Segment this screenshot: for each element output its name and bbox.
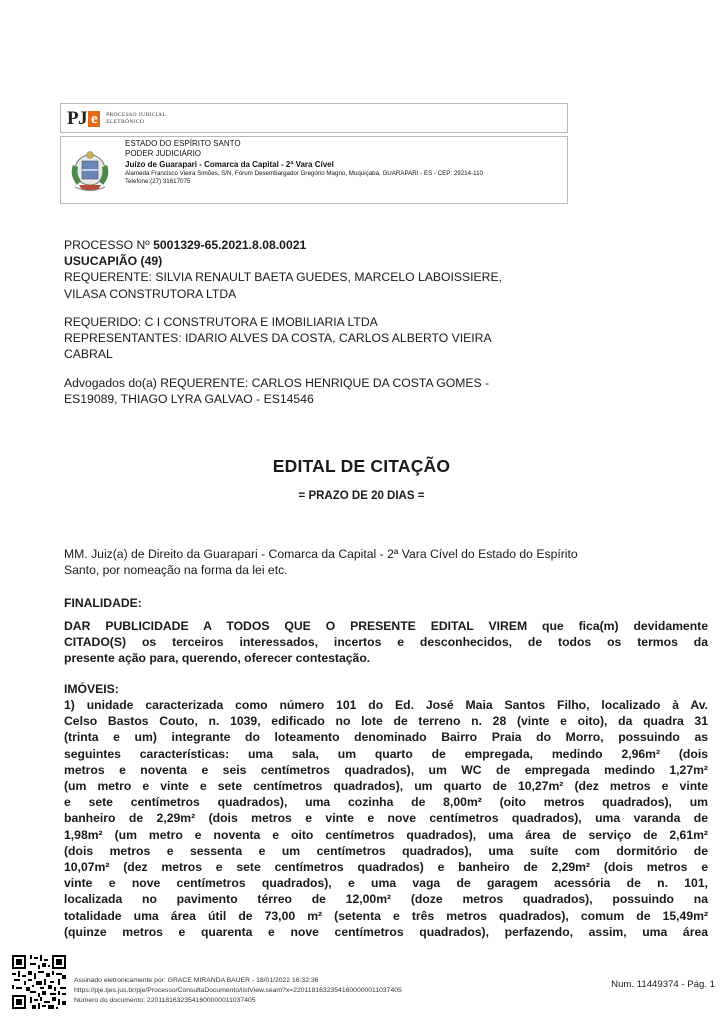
imoveis-line: (dois metros e sessenta e um centímetros quadrados), uma suíte com dormitório de — [64, 843, 708, 858]
finalidade-label: FINALIDADE: — [64, 596, 142, 610]
imoveis-label: IMÓVEIS: — [64, 682, 119, 696]
imoveis-line: totalidade uma área útil de 73,00 m² (setenta e três metros quadrados), comum de 15,49m² — [64, 908, 708, 923]
imoveis-line: Celso Bastos Couto, n. 1039, edificado no lote de terreno n. 28 (vinte e oito), da quadra 31 — [64, 714, 708, 729]
process-info — [64, 237, 502, 302]
signed-by: Assinado eletronicamente por: GRACE MIRANDA BAUER - 18/01/2022 16:32:36 — [74, 977, 319, 984]
edital-title: EDITAL DE CITAÇÃO — [272, 456, 451, 476]
edital-subtitle: = PRAZO DE 20 DIAS = — [298, 490, 425, 502]
imoveis-line: vinte e nove centímetros quadrados), e uma vaga de garagem acessória de n. 101, — [64, 876, 708, 891]
court-name: Juízo de Guarapari - Comarca da Capital - 2ª Vara Cível — [125, 159, 334, 169]
document-url[interactable]: https://pje.tjes.jus.br/pje/Processo/ConsultaDocumento/listView.seam?x=22011816323541600000011037405 — [74, 986, 402, 994]
coat-of-arms-icon — [67, 145, 113, 195]
finalidade-line: DAR PUBLICIDADE A TODOS QUE O PRESENTE EDITAL VIREM que fica(m) devidamente — [64, 619, 708, 633]
requerido-line: REQUERIDO: C I CONSTRUTORA E IMOBILIARIA LTDA — [64, 315, 378, 329]
court-info — [125, 139, 565, 187]
imoveis-line: banheiro de 2,29m² (dois metros e vinte e nove centímetros quadrados), uma varanda de — [64, 811, 708, 826]
imoveis-line: (trinta e um) integrante do loteamento denominado Bairro Praia do Morro, possuindo as — [64, 730, 708, 745]
representantes-line: REPRESENTANTES: IDARIO ALVES DA COSTA, CARLOS ALBERTO VIEIRA — [64, 331, 492, 346]
court-header-box — [60, 136, 568, 204]
finalidade-line: presente ação para, querendo, oferecer contestação. — [64, 651, 371, 666]
advogados-line: Advogados do(a) REQUERENTE: CARLOS HENRIQUE DA COSTA GOMES - — [64, 376, 490, 390]
pje-header-box — [60, 103, 568, 133]
finalidade-paragraph — [64, 618, 708, 667]
page-number: Num. 11449374 - Pág. 1 — [611, 979, 715, 990]
qr-code-icon — [12, 955, 66, 1009]
court-state: ESTADO DO ESPÍRITO SANTO — [125, 139, 241, 148]
court-phone: Telefone:(27) 31617075 — [125, 178, 191, 186]
process-number: PROCESSO Nº 5001329-65.2021.8.08.0021 — [64, 238, 307, 252]
intro-line: Santo, por nomeação na forma da lei etc. — [64, 563, 288, 578]
pje-logo-text: PROCESSO JUDICIAL ELETRÔNICO — [106, 112, 167, 125]
imoveis-line: (um metro e vinte e sete centímetros quadrados), um quarto de 10,27m² (dez metros e vinte — [64, 779, 708, 794]
imoveis-line: e sete centímetros quadrados), uma cozinha de 8,00m² (oito metros quadrados), um — [64, 795, 708, 810]
intro-line: MM. Juiz(a) de Direito da Guarapari - Comarca da Capital - 2ª Vara Cível do Estado do Espírito — [64, 547, 578, 561]
representantes-line: CABRAL — [64, 347, 113, 362]
imoveis-paragraph — [64, 697, 708, 940]
advogados-line: ES19089, THIAGO LYRA GALVAO - ES14546 — [64, 392, 314, 407]
process-class: USUCAPIÃO (49) — [64, 254, 163, 269]
court-address: Alameda Francisco Vieira Simões, S/N, Fórum Desembargador Gregório Magno, Muquiçaba, GUARAPARI - ES - CEP: 29214-110 — [125, 169, 483, 177]
imoveis-line: 1) unidade caracterizada como número 101 do Ed. José Maia Santos Filho, localizado à Av. — [64, 698, 708, 712]
finalidade-line: CITADO(S) os terceiros interessados, incertos e desconhecidos, de todos os termos da — [64, 635, 708, 650]
imoveis-line: 10,07m² (dez metros e sete centímetros quadrados) e banheiro de 2,29m² (dois metros e — [64, 860, 708, 875]
imoveis-line: seguintes características: uma sala, um quarto de empregada, medindo 2,96m² (dois — [64, 746, 708, 761]
imoveis-line: metros e noventa e seis centímetros quadrados), um WC de empregada medindo 1,27m² — [64, 762, 708, 777]
document-number: Número do documento: 22011816323541600000011037405 — [74, 996, 256, 1004]
requerente-line: VILASA CONSTRUTORA LTDA — [64, 286, 237, 301]
intro-paragraph — [64, 546, 578, 578]
advogados-info — [64, 375, 489, 407]
pje-logo-mark: PJ e — [67, 108, 100, 130]
imoveis-line: (quinze metros e quarenta e nove centímetros quadrados), perfazendo, assim, uma área — [64, 924, 708, 939]
pje-logo — [67, 108, 166, 130]
imoveis-line: localizada no pavimento térreo de 12,00m² (doze metros quadrados), possuindo na — [64, 892, 708, 907]
requerente-line: REQUERENTE: SILVIA RENAULT BAETA GUEDES, MARCELO LABOISSIERE, — [64, 270, 502, 285]
court-power: PODER JUDICIÁRIO — [125, 149, 202, 159]
imoveis-line: 1,98m² (um metro e noventa e oito centímetros quadrados), uma área de serviço de 2,61m² — [64, 827, 708, 842]
signature-info — [74, 976, 402, 1005]
requerido-info — [64, 314, 492, 363]
